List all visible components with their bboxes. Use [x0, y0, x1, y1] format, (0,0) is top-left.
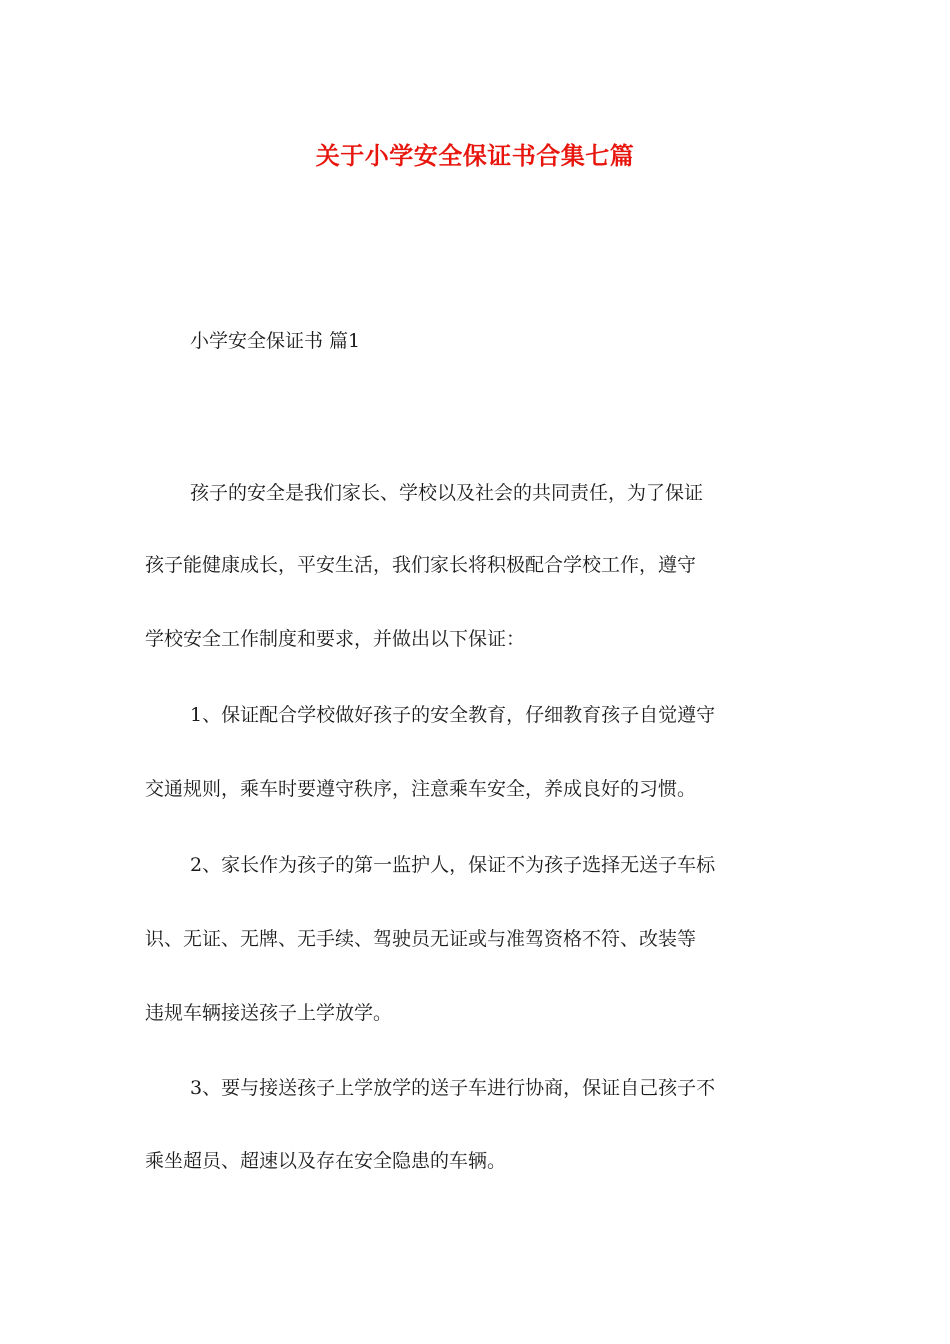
paragraph-line: 3、要与接送孩子上学放学的送子车进行协商，保证自己孩子不: [190, 1077, 716, 1099]
paragraph-line: 学校安全工作制度和要求，并做出以下保证：: [145, 628, 526, 650]
paragraph-line: 孩子能健康成长，平安生活，我们家长将积极配合学校工作，遵守: [145, 554, 697, 576]
paragraph-line: 2、家长作为孩子的第一监护人，保证不为孩子选择无送子车标: [190, 854, 716, 876]
paragraph-line: 违规车辆接送孩子上学放学。: [145, 1002, 393, 1024]
paragraph-line: 交通规则，乘车时要遵守秩序，注意乘车安全，养成良好的习惯。: [145, 778, 697, 800]
paragraph-line: 1、保证配合学校做好孩子的安全教育，仔细教育孩子自觉遵守: [190, 704, 716, 726]
paragraph-line: 识、无证、无牌、无手续、驾驶员无证或与准驾资格不符、改装等: [145, 928, 697, 950]
section-heading: 小学安全保证书 篇1: [190, 330, 361, 352]
document-title: 关于小学安全保证书合集七篇: [315, 142, 635, 170]
paragraph-line: 乘坐超员、超速以及存在安全隐患的车辆。: [145, 1150, 507, 1172]
paragraph-line: 孩子的安全是我们家长、学校以及社会的共同责任，为了保证: [190, 482, 704, 504]
